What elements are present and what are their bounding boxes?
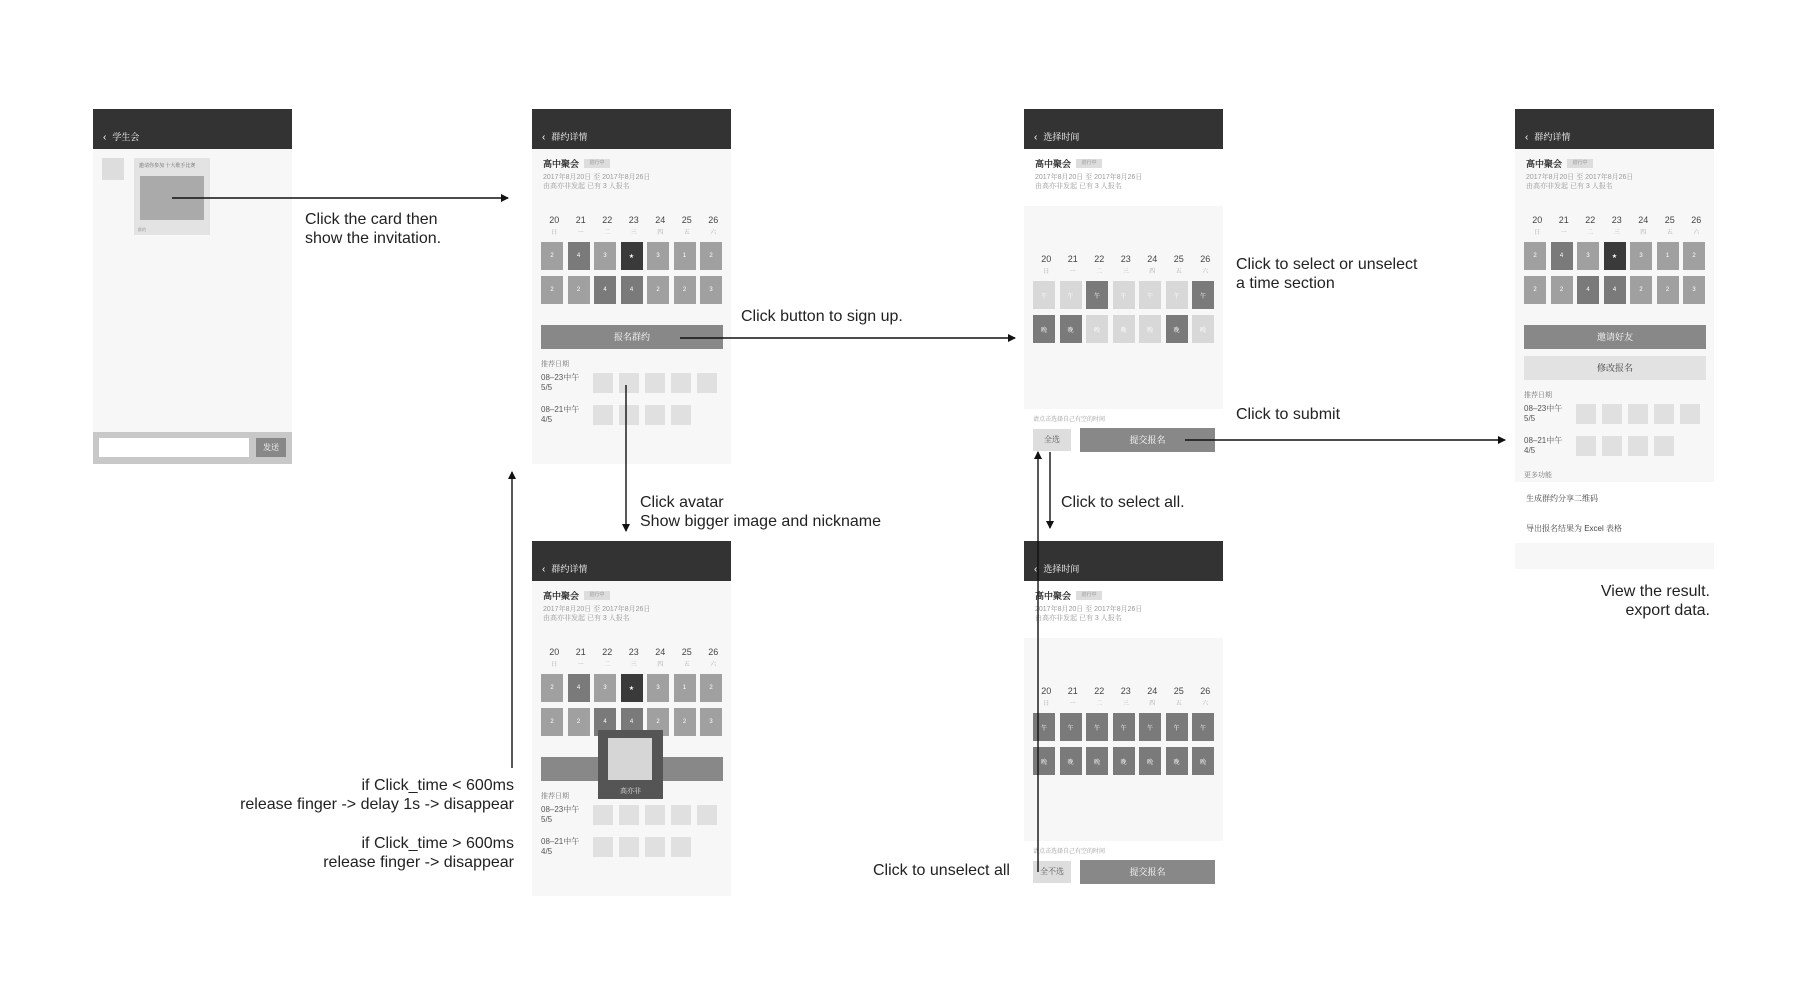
count-cell[interactable]: 1 (674, 242, 696, 270)
event-organizer: 由高亦非发起 已有 3 人报名 (543, 183, 630, 190)
note-select-section: Click to select or unselect a time section (1236, 256, 1418, 292)
back-icon[interactable]: ‹ (103, 132, 107, 143)
count-cell[interactable]: 4 (1604, 276, 1626, 304)
generate-qr-link[interactable]: 生成群约分享二维码 (1526, 494, 1598, 503)
back-icon[interactable]: ‹ (1034, 564, 1038, 575)
submit-button[interactable]: 提交报名 (1080, 860, 1215, 884)
count-cell[interactable]: 2 (1524, 276, 1546, 304)
star-cell[interactable]: ★ (1604, 242, 1626, 270)
day-25: 25 五 (1173, 686, 1184, 707)
day-20: 20 日 (549, 215, 560, 236)
day-21: 21 一 (575, 647, 586, 668)
count-cell[interactable]: 2 (700, 242, 722, 270)
note-long-click: if Click_time > 600ms release finger -> disappear (323, 835, 514, 871)
event-dates: 2017年8月20日 至 2017年8月26日 (543, 174, 651, 181)
count-cell[interactable]: 1 (1657, 242, 1679, 270)
recommend-title: 推荐日期 (541, 361, 569, 368)
event-name: 高中聚会 (1526, 159, 1563, 169)
note-select-all: Click to select all. (1061, 494, 1185, 511)
count-cell[interactable]: 2 (541, 242, 563, 270)
rec-ratio: 5/5 (541, 383, 553, 392)
day-22: 22 二 (1094, 254, 1105, 275)
time-slot[interactable]: 午 (1166, 281, 1188, 309)
day-20: 20 日 (1041, 254, 1052, 275)
send-button[interactable]: 发送 (256, 438, 286, 457)
count-cell[interactable]: 4 (621, 276, 643, 304)
count-cell[interactable]: 2 (1657, 276, 1679, 304)
time-slot[interactable]: 午 (1033, 281, 1055, 309)
status-badge: 进行中 (1076, 591, 1102, 600)
back-icon[interactable]: ‹ (542, 132, 546, 143)
day-20: 20 日 (549, 647, 560, 668)
time-slot[interactable]: 午 (1166, 713, 1188, 741)
card-footer: 群约 (138, 227, 146, 232)
time-slot[interactable]: 晚 (1139, 315, 1161, 343)
rec-date: 08–23中午 (1524, 404, 1563, 413)
note-unselect-all: Click to unselect all (873, 862, 1010, 879)
day-24: 24 四 (655, 215, 666, 236)
count-cell[interactable]: 3 (700, 708, 722, 736)
time-slot[interactable]: 午 (1060, 281, 1082, 309)
day-23: 23 三 (628, 215, 639, 236)
more-functions-title: 更多功能 (1524, 472, 1552, 479)
note-sign-up: Click button to sign up. (741, 308, 903, 325)
time-slot[interactable]: 晚 (1192, 747, 1214, 775)
rec-date: 08–21中午 (541, 837, 580, 846)
day-24: 24 四 (1638, 215, 1649, 236)
time-slot[interactable]: 午 (1139, 713, 1161, 741)
time-slot[interactable]: 晚 (1166, 315, 1188, 343)
count-cell[interactable]: 1 (674, 674, 696, 702)
day-25: 25 五 (681, 647, 692, 668)
time-slot[interactable]: 晚 (1086, 747, 1108, 775)
back-icon[interactable]: ‹ (1525, 132, 1529, 143)
count-cell[interactable]: 3 (1683, 276, 1705, 304)
chat-title: 学生会 (112, 132, 140, 142)
count-cell[interactable]: 4 (594, 276, 616, 304)
status-badge: 进行中 (1567, 159, 1593, 168)
select-hint: 请点击选择自己有空的时间 (1033, 849, 1106, 855)
time-slot[interactable]: 晚 (1139, 747, 1161, 775)
day-25: 25 五 (1173, 254, 1184, 275)
count-cell[interactable]: 2 (1683, 242, 1705, 270)
submit-button[interactable]: 提交报名 (1080, 428, 1215, 452)
note-short-click: if Click_time < 600ms release finger -> delay 1s -> disappear (240, 777, 514, 813)
status-badge: 进行中 (584, 159, 610, 168)
status-badge: 进行中 (1076, 159, 1102, 168)
count-cell[interactable]: 4 (594, 708, 616, 736)
signup-button[interactable]: 报名群约 (541, 325, 723, 349)
time-slot[interactable]: 午 (1086, 713, 1108, 741)
day-22: 22 二 (602, 215, 613, 236)
day-24: 24 四 (1147, 686, 1158, 707)
count-cell[interactable]: 3 (594, 242, 616, 270)
note-click-avatar: Click avatar Show bigger image and nickname (640, 494, 882, 530)
select-title: 选择时间 (1043, 564, 1080, 574)
time-slot[interactable]: 午 (1033, 713, 1055, 741)
time-slot[interactable]: 晚 (1113, 315, 1135, 343)
rec-ratio: 5/5 (1524, 414, 1536, 423)
invite-friends-button[interactable]: 邀请好友 (1524, 325, 1706, 349)
modify-signup-button[interactable]: 修改报名 (1524, 356, 1706, 380)
day-20: 20 日 (1041, 686, 1052, 707)
event-dates: 2017年8月20日 至 2017年8月26日 (1035, 174, 1143, 181)
detail-title: 群约详情 (551, 132, 588, 142)
day-26: 26 六 (1691, 215, 1702, 236)
detail-title: 群约详情 (551, 564, 588, 574)
time-slot[interactable]: 晚 (1166, 747, 1188, 775)
time-slot[interactable]: 晚 (1060, 747, 1082, 775)
event-name: 高中聚会 (1035, 591, 1072, 601)
count-cell[interactable]: 4 (621, 708, 643, 736)
export-excel-link[interactable]: 导出报名结果为 Excel 表格 (1526, 524, 1623, 533)
count-cell[interactable]: 2 (700, 674, 722, 702)
event-name: 高中聚会 (1035, 159, 1072, 169)
day-22: 22 二 (1585, 215, 1596, 236)
day-22: 22 二 (1094, 686, 1105, 707)
count-cell[interactable]: 2 (541, 708, 563, 736)
time-slot[interactable]: 晚 (1113, 747, 1135, 775)
count-cell[interactable]: 2 (1630, 276, 1652, 304)
day-23: 23 三 (1120, 686, 1131, 707)
recommend-title: 推荐日期 (1524, 392, 1552, 399)
select-all-button[interactable]: 全选 (1033, 429, 1071, 451)
day-21: 21 一 (1067, 254, 1078, 275)
event-dates: 2017年8月20日 至 2017年8月26日 (543, 606, 651, 613)
popup-nickname: 高亦非 (620, 788, 641, 795)
day-26: 26 六 (1200, 254, 1211, 275)
day-20: 20 日 (1532, 215, 1543, 236)
card-text: 邀请你参加 十大歌手比赛 (139, 163, 196, 169)
note-submit: Click to submit (1236, 406, 1341, 423)
event-name: 高中聚会 (543, 591, 580, 601)
rec-ratio: 4/5 (541, 847, 553, 856)
event-organizer: 由高亦非发起 已有 3 人报名 (1035, 615, 1122, 622)
select-title: 选择时间 (1043, 132, 1080, 142)
rec-ratio: 5/5 (541, 815, 553, 824)
day-26: 26 六 (708, 647, 719, 668)
time-slot[interactable]: 晚 (1033, 315, 1055, 343)
count-cell[interactable]: 2 (568, 708, 590, 736)
status-badge: 进行中 (584, 591, 610, 600)
count-cell[interactable]: 2 (541, 276, 563, 304)
count-cell[interactable]: 2 (647, 708, 669, 736)
rec-date: 08–21中午 (1524, 436, 1563, 445)
count-cell[interactable]: 3 (700, 276, 722, 304)
count-cell[interactable]: 4 (568, 242, 590, 270)
star-cell[interactable]: ★ (621, 242, 643, 270)
note-view-result: View the result. export data. (1600, 583, 1710, 619)
count-cell[interactable]: 2 (674, 276, 696, 304)
time-slot[interactable]: 午 (1139, 281, 1161, 309)
time-slot[interactable]: 午 (1192, 713, 1214, 741)
day-23: 23 三 (628, 647, 639, 668)
rec-ratio: 4/5 (541, 415, 553, 424)
count-cell[interactable]: 3 (1577, 242, 1599, 270)
time-slot[interactable]: 晚 (1060, 315, 1082, 343)
day-26: 26 六 (708, 215, 719, 236)
rec-ratio: 4/5 (1524, 446, 1536, 455)
event-organizer: 由高亦非发起 已有 3 人报名 (543, 615, 630, 622)
count-cell[interactable]: 2 (1524, 242, 1546, 270)
note-click-card: Click the card then show the invitation. (305, 211, 442, 247)
count-cell[interactable]: 4 (1577, 276, 1599, 304)
star-cell[interactable]: ★ (621, 674, 643, 702)
select-hint: 请点击选择自己有空的时间 (1033, 417, 1106, 423)
day-25: 25 五 (681, 215, 692, 236)
time-slot[interactable]: 午 (1113, 281, 1135, 309)
day-25: 25 五 (1664, 215, 1675, 236)
day-23: 23 三 (1611, 215, 1622, 236)
unselect-all-button[interactable]: 全不选 (1033, 861, 1071, 883)
recommend-title: 推荐日期 (541, 793, 569, 800)
count-cell[interactable]: 4 (1551, 242, 1573, 270)
event-dates: 2017年8月20日 至 2017年8月26日 (1526, 174, 1634, 181)
day-21: 21 一 (1558, 215, 1569, 236)
time-slot[interactable]: 午 (1192, 281, 1214, 309)
day-26: 26 六 (1200, 686, 1211, 707)
day-22: 22 二 (602, 647, 613, 668)
rec-date: 08–23中午 (541, 805, 580, 814)
event-organizer: 由高亦非发起 已有 3 人报名 (1035, 183, 1122, 190)
event-dates: 2017年8月20日 至 2017年8月26日 (1035, 606, 1143, 613)
day-21: 21 一 (1067, 686, 1078, 707)
count-cell[interactable]: 3 (1630, 242, 1652, 270)
rec-date: 08–23中午 (541, 373, 580, 382)
count-cell[interactable]: 2 (1551, 276, 1573, 304)
count-cell[interactable]: 3 (647, 242, 669, 270)
count-cell[interactable]: 3 (594, 674, 616, 702)
time-slot[interactable]: 晚 (1033, 747, 1055, 775)
time-slot[interactable]: 晚 (1192, 315, 1214, 343)
count-cell[interactable]: 4 (568, 674, 590, 702)
count-cell[interactable]: 2 (647, 276, 669, 304)
count-cell[interactable]: 2 (541, 674, 563, 702)
day-24: 24 四 (1147, 254, 1158, 275)
event-organizer: 由高亦非发起 已有 3 人报名 (1526, 183, 1613, 190)
event-name: 高中聚会 (543, 159, 580, 169)
count-cell[interactable]: 2 (674, 708, 696, 736)
time-slot[interactable]: 晚 (1086, 315, 1108, 343)
time-slot[interactable]: 午 (1060, 713, 1082, 741)
count-cell[interactable]: 2 (568, 276, 590, 304)
day-23: 23 三 (1120, 254, 1131, 275)
count-cell[interactable]: 3 (647, 674, 669, 702)
time-slot[interactable]: 午 (1086, 281, 1108, 309)
rec-date: 08–21中午 (541, 405, 580, 414)
day-21: 21 一 (575, 215, 586, 236)
day-24: 24 四 (655, 647, 666, 668)
time-slot[interactable]: 午 (1113, 713, 1135, 741)
result-title: 群约详情 (1534, 132, 1571, 142)
back-icon[interactable]: ‹ (542, 564, 546, 575)
back-icon[interactable]: ‹ (1034, 132, 1038, 143)
